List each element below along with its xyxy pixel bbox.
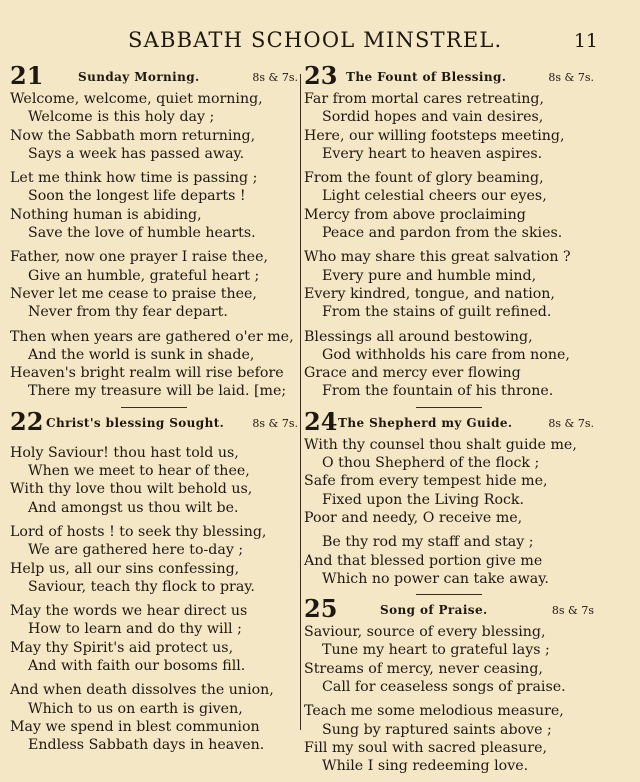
- stanza: [304, 533, 594, 588]
- column-divider: [300, 74, 301, 730]
- verse-line: Sung by raptured saints above ;: [322, 721, 552, 738]
- verse-line: Nothing human is abiding,: [10, 206, 202, 223]
- hymn-meter: 8s & 7s.: [548, 416, 594, 430]
- verse-line: Endless Sabbath days in heaven.: [28, 737, 265, 754]
- verse-line: And when death dissolves the union,: [10, 682, 274, 699]
- verse-line: Peace and pardon from the skies.: [322, 225, 563, 242]
- verse-line: Grace and mercy ever flowing: [304, 365, 521, 382]
- verse-line: Never let me cease to praise thee,: [10, 285, 257, 302]
- verse-line: Says a week has passed away.: [28, 145, 245, 162]
- verse-line: Call for ceaseless songs of praise.: [322, 679, 566, 696]
- hymn-title: Song of Praise.: [380, 603, 488, 618]
- hymn-title: Christ's blessing Sought.: [46, 415, 225, 430]
- verse-line: Be thy rod my staff and stay ;: [322, 534, 534, 551]
- hymn-title: The Shepherd my Guide.: [338, 415, 513, 430]
- verse-line: While I sing redeeming love.: [322, 758, 529, 775]
- verse-line: When we meet to hear of thee,: [28, 463, 250, 480]
- verse-line: Far from mortal cares retreating,: [304, 91, 545, 107]
- verse-line: Here, our willing footsteps meeting,: [304, 127, 565, 144]
- verse-line: With thy love thou wilt behold us,: [10, 481, 253, 498]
- stanza: [304, 702, 594, 775]
- verse-line: And the world is sunk in shade,: [28, 346, 255, 363]
- verse-line: Who may share this great salvation ?: [304, 249, 571, 266]
- hymn-number: 23: [304, 61, 338, 90]
- verse-line: Heaven's bright realm will rise before: [10, 365, 284, 382]
- hymn-heading: [304, 62, 594, 88]
- page-number: 11: [573, 30, 598, 52]
- verse-line: Welcome is this holy day ;: [28, 109, 215, 126]
- verse-line: Then when years are gathered o'er me,: [10, 328, 294, 345]
- stanza: [10, 523, 298, 596]
- verse-line: Saviour, teach thy flock to pray.: [28, 578, 255, 595]
- hymn-number: 25: [304, 594, 338, 624]
- hymn-number: 24: [304, 406, 338, 436]
- hymn-heading: [10, 408, 298, 434]
- running-title: SABBATH SCHOOL MINSTREL.: [128, 28, 503, 52]
- verse-line: We are gathered here to-day ;: [28, 542, 244, 559]
- stanza: [304, 436, 594, 527]
- verse-line: Poor and needy, O receive me,: [304, 509, 523, 526]
- verse-line: Teach me some melodious measure,: [304, 703, 564, 720]
- verse-line: God withholds his care from none,: [322, 346, 570, 363]
- verse-line: May the words we hear direct us: [10, 603, 248, 620]
- stanza: [304, 169, 594, 242]
- verse-line: How to learn and do thy will ;: [28, 621, 242, 638]
- verse-line: Which no power can take away.: [322, 570, 549, 587]
- stanza: [304, 623, 594, 696]
- stanza: [10, 90, 298, 163]
- hymn-heading: [304, 408, 594, 434]
- verse-line: Every pure and humble mind,: [322, 267, 537, 284]
- verse-line: Let me think how time is passing ;: [10, 170, 258, 187]
- stanza: [10, 444, 298, 517]
- hymn-23: [304, 62, 594, 408]
- verse-line: May we spend in blest communion: [10, 718, 260, 735]
- verse-line: Fixed upon the Living Rock.: [322, 491, 525, 508]
- verse-line: From the fountain of his throne.: [322, 383, 554, 400]
- verse-line: Now the Sabbath morn returning,: [10, 127, 256, 144]
- verse-line: Never from thy fear depart.: [28, 304, 228, 321]
- verse-line: Father, now one prayer I raise thee,: [10, 249, 268, 266]
- verse-line: Light celestial cheers our eyes,: [322, 188, 547, 205]
- right-column: [304, 62, 594, 776]
- stanza: [304, 90, 594, 163]
- stanza: [10, 169, 298, 242]
- verse-line: Streams of mercy, never ceasing,: [304, 660, 543, 677]
- stanza: [10, 681, 298, 754]
- verse-line: O thou Shepherd of the flock ;: [322, 455, 540, 472]
- hymn-meter: 8s & 7s.: [252, 71, 298, 84]
- verse-line: May thy Spirit's aid protect us,: [10, 639, 234, 656]
- verse-line: And amongst us thou wilt be.: [28, 499, 239, 516]
- verse-line: Sordid hopes and vain desires,: [322, 109, 544, 126]
- stanza: [304, 248, 594, 321]
- verse-line: Lord of hosts ! to seek thy blessing,: [10, 523, 267, 540]
- verse-line: Mercy from above proclaiming: [304, 206, 526, 223]
- hymn-meter: 8s & 7s: [551, 604, 594, 618]
- hymn-25: [304, 595, 594, 775]
- hymn-21: [10, 62, 298, 408]
- verse-line: Safe from every tempest hide me,: [304, 473, 548, 490]
- verse-line: Give an humble, grateful heart ;: [28, 267, 260, 284]
- verse-line: Saviour, source of every blessing,: [304, 624, 546, 641]
- verse-line: Which to us on earth is given,: [28, 700, 243, 717]
- left-column: [10, 62, 298, 755]
- verse-line: Welcome, welcome, quiet morning,: [10, 91, 263, 107]
- hymn-number: 21: [10, 61, 44, 90]
- verse-line: Help us, all our sins confessing,: [10, 560, 240, 577]
- hymn-title: The Fount of Blessing.: [346, 70, 507, 84]
- stanza: [10, 248, 298, 321]
- hymn-number: 22: [10, 406, 44, 436]
- hymn-meter: 8s & 7s.: [252, 416, 298, 430]
- verse-line: Blessings all around bestowing,: [304, 328, 533, 345]
- hymn-meter: 8s & 7s.: [548, 71, 594, 84]
- hymn-title: Sunday Morning.: [78, 70, 200, 84]
- verse-line: Fill my soul with sacred pleasure,: [304, 739, 548, 756]
- verse-line: Every kindred, tongue, and nation,: [304, 285, 555, 302]
- verse-line: With thy counsel thou shalt guide me,: [304, 436, 577, 453]
- verse-line: Soon the longest life departs !: [28, 188, 246, 205]
- verse-line: Save the love of humble hearts.: [28, 225, 256, 242]
- verse-line: From the stains of guilt refined.: [322, 304, 552, 321]
- verse-line: Tune my heart to grateful lays ;: [322, 642, 550, 659]
- stanza: [10, 328, 298, 401]
- verse-line: Holy Saviour! thou hast told us,: [10, 444, 239, 461]
- verse-line: And that blessed portion give me: [304, 552, 543, 569]
- verse-line: Every heart to heaven aspires.: [322, 145, 543, 162]
- verse-line: From the fount of glory beaming,: [304, 170, 544, 187]
- verse-line: There my treasure will be laid. [me;: [28, 383, 287, 400]
- hymn-22: [10, 408, 298, 755]
- hymn-heading: [10, 62, 298, 88]
- stanza: [10, 602, 298, 675]
- hymn-24: [304, 408, 594, 595]
- verse-line: And with faith our bosoms fill.: [28, 658, 246, 675]
- hymn-heading: [304, 594, 594, 624]
- stanza: [304, 328, 594, 401]
- running-head: [0, 28, 640, 54]
